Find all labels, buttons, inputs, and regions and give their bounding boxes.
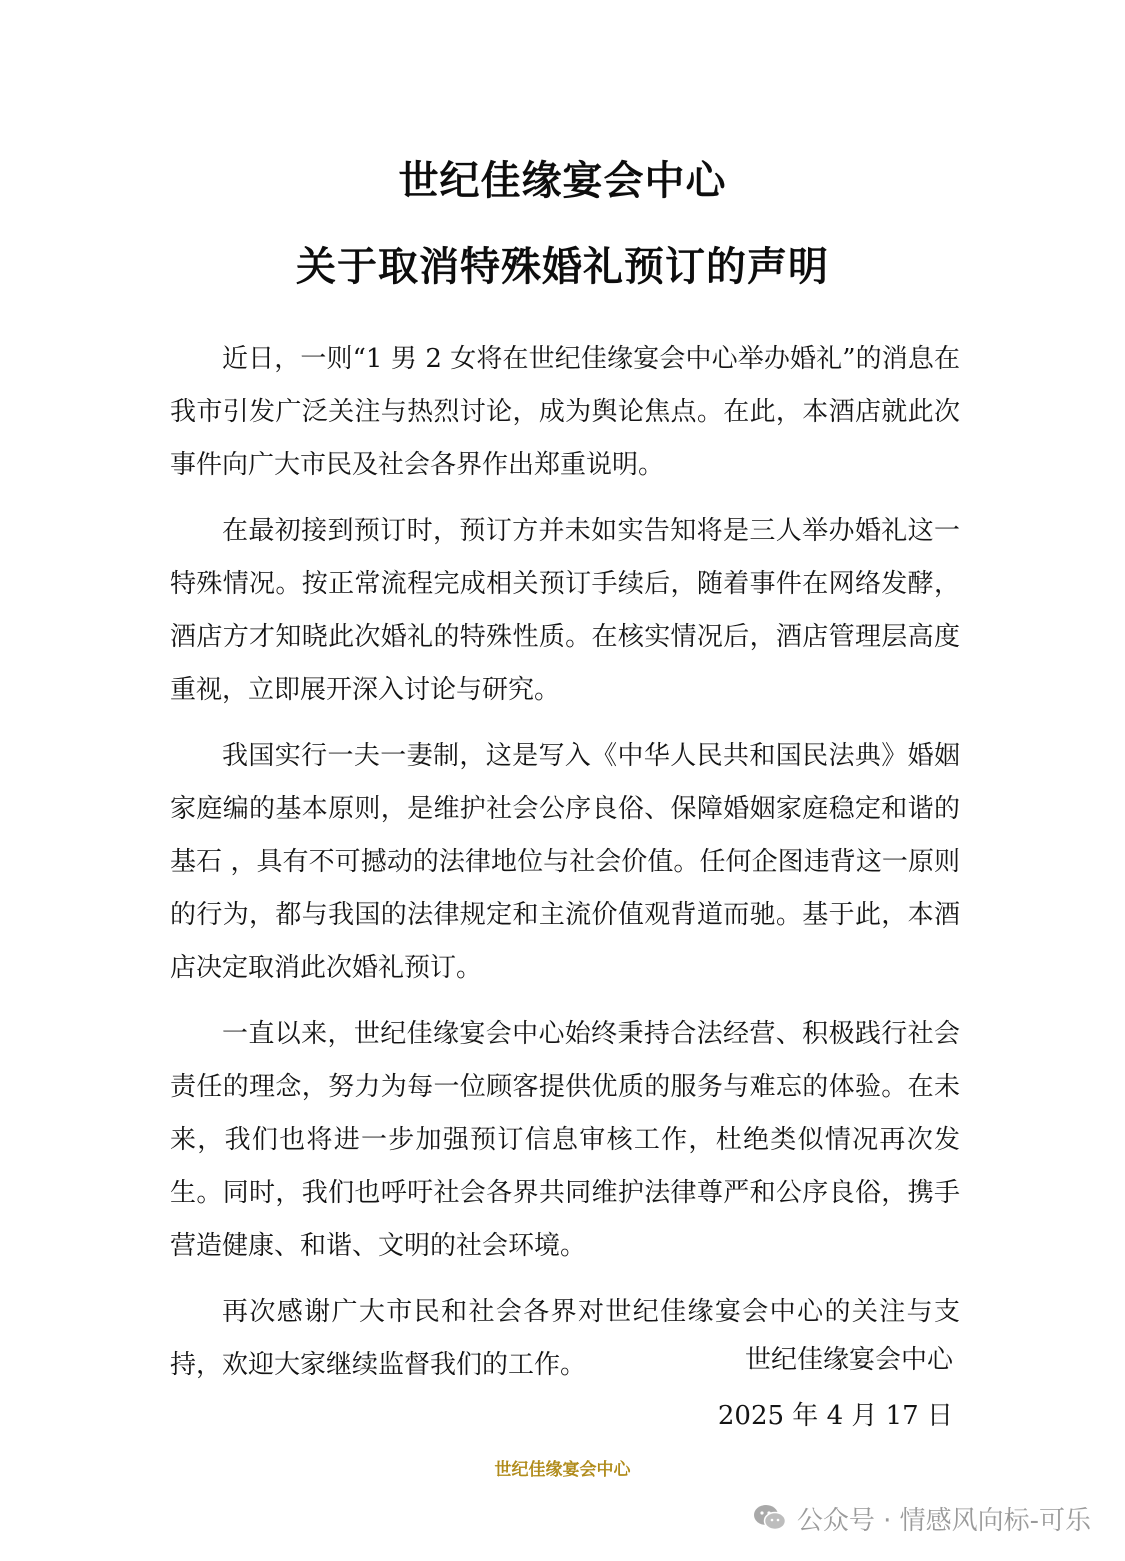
paragraph: 在最初接到预订时，预订方并未如实告知将是三人举办婚礼这一特殊情况。按正常流程完成相关预订手续后，随着事件在网络发酵，酒店方才知晓此次婚礼的特殊性质。在核实情况后，酒店管理层高度重视，立即展开深入讨论与研究。 [170,516,960,705]
wechat-icon [753,1503,787,1533]
paragraph: 再次感谢广大市民和社会各界对世纪佳缘宴会中心的关注与支持，欢迎大家继续监督我们的工作。 [170,1297,960,1380]
watermark [753,1496,1091,1540]
seal-text: 世纪佳缘宴会中心 [494,1460,631,1480]
document-title-subject: 关于取消特殊婚礼预订的声明 [296,243,829,290]
signature-date: 2025 年 4 月 17 日 [717,1401,953,1431]
signature-organization: 世纪佳缘宴会中心 [744,1345,953,1375]
document-body [170,333,960,1405]
paragraph: 近日，一则“1 男 2 女将在世纪佳缘宴会中心举办婚礼”的消息在我市引发广泛关注与热烈讨论，成为舆论焦点。在此，本酒店就此次事件向广大市民及社会各界作出郑重说明。 [170,344,960,480]
document-title-org: 世纪佳缘宴会中心 [398,157,727,204]
watermark-text: 公众号 · 情感风向标-可乐 [796,1505,1091,1536]
paragraph: 一直以来，世纪佳缘宴会中心始终秉持合法经营、积极践行社会责任的理念，努力为每一位顾客提供优质的服务与难忘的体验。在未来，我们也将进一步加强预订信息审核工作，杜绝类似情况再次发生。同时，我们也呼吁社会各界共同维护法律尊严和公序良俗，携手营造健康、和谐、文明的社会环境。 [170,1019,960,1261]
paragraph: 我国实行一夫一妻制，这是写入《中华人民共和国民法典》婚姻家庭编的基本原则，是维护社会公序良俗、保障婚姻家庭稳定和谐的基石 ，具有不可撼动的法律地位与社会价值。任何企图违背这一原则的行为，都与我国的法律规定和主流价值观背道而驰。基于此，本酒店决定取消此次婚礼预订。 [170,741,960,983]
